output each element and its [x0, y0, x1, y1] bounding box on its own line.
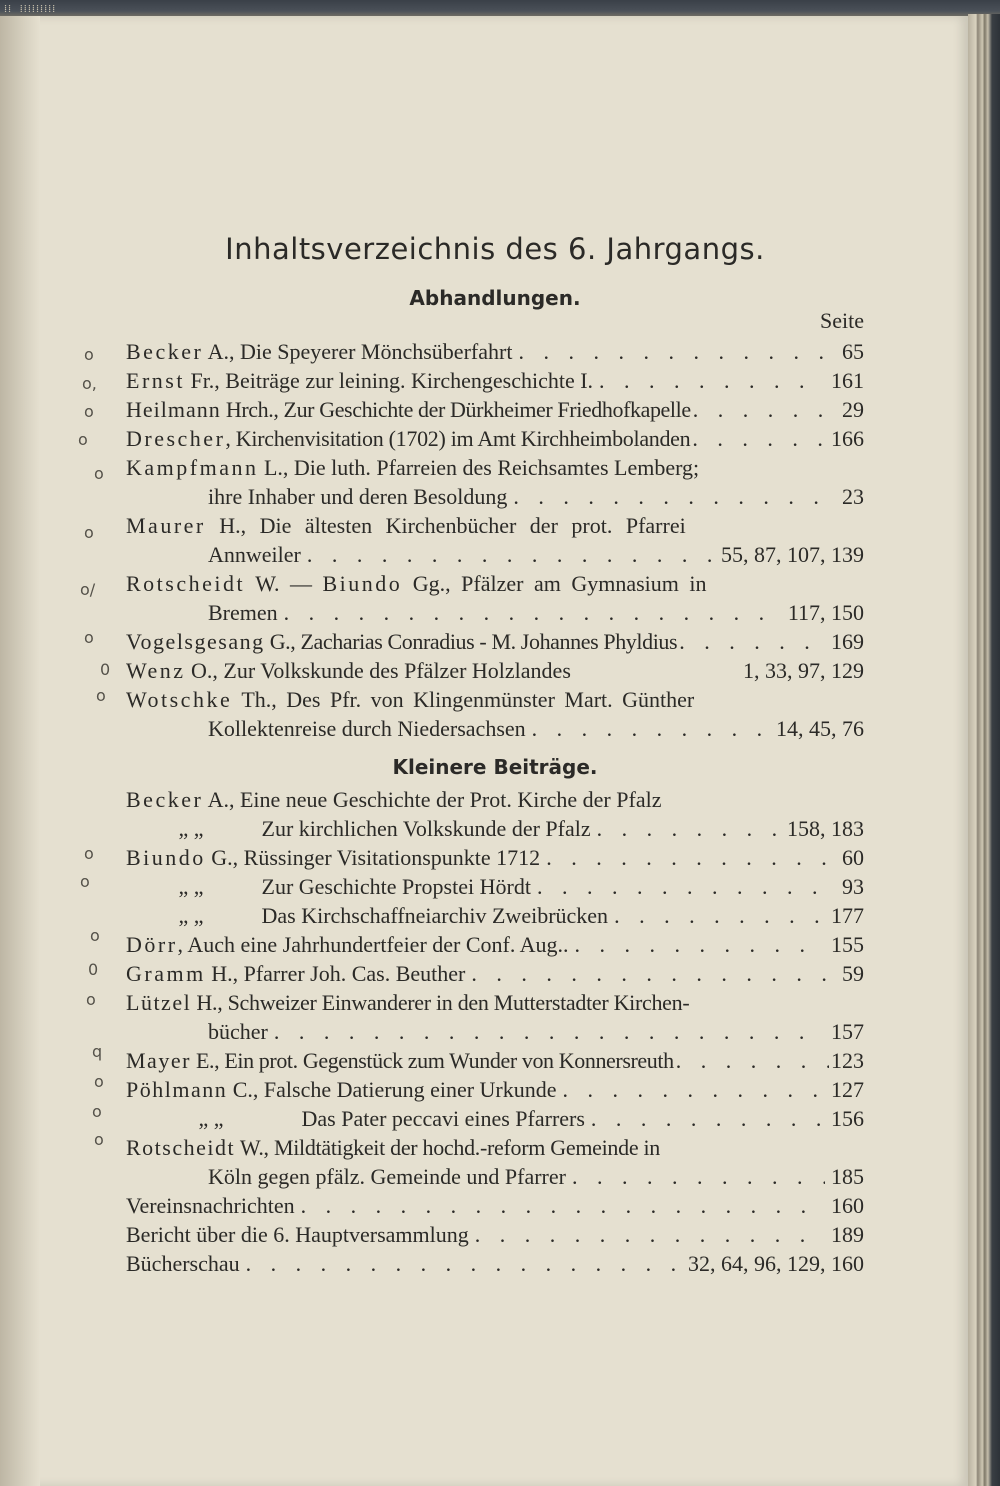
section-heading-kleinere: Kleinere Beiträge. [392, 755, 598, 779]
entry-author: Becker [126, 787, 204, 812]
toc-entry [126, 1048, 864, 1077]
entry-author: Becker [126, 339, 204, 364]
toc-entry [126, 990, 864, 1019]
entry-author: Wotschke [126, 687, 233, 712]
entry-title: A., Die Speyerer Mönchsüberfahrt [203, 339, 513, 364]
toc-entry [126, 816, 864, 845]
leader-dots [572, 1164, 825, 1190]
entry-pages: 32, 64, 96, 129, 160 [688, 1251, 864, 1276]
entry-coauthor: Biundo [322, 571, 403, 596]
entry-title-continued: Köln gegen pfälz. Gemeinde und Pfarrer [208, 1164, 566, 1189]
entry-pages: 177 [831, 903, 864, 928]
pencil-margin-mark: o [80, 872, 90, 891]
leader-dots [597, 816, 781, 842]
leader-dots [692, 426, 829, 452]
entry-author: Maurer [126, 513, 206, 538]
toc-entry [126, 629, 864, 658]
entry-author: Gramm [126, 961, 206, 986]
entry-title: Hrch., Zur Geschichte der Dürkheimer Friedhofkapelle [220, 397, 691, 422]
leader-dots [575, 932, 825, 958]
leader-dots [676, 1048, 829, 1074]
toc-entry [126, 845, 864, 874]
toc-entry [126, 397, 864, 426]
entry-pages: 60 [842, 845, 864, 870]
pencil-margin-mark: o [94, 1072, 104, 1091]
pencil-margin-mark: o [86, 990, 96, 1009]
entry-title: O., Zur Volkskunde des Pfälzer Holzlandes [185, 658, 571, 683]
pencil-margin-mark: o [84, 402, 94, 421]
toc-entry-continuation [208, 542, 864, 571]
toc-entry [126, 368, 864, 397]
seite-column-label: Seite [820, 308, 864, 333]
entry-pages: 93 [842, 874, 864, 899]
entry-title: Gg., Pfälzer am Gymnasium in [402, 571, 707, 596]
entry-title: H., Pfarrer Joh. Cas. Beuther [205, 961, 466, 986]
entry-pages: 157 [831, 1019, 864, 1044]
entry-author: Drescher [126, 426, 226, 451]
toc-entry [126, 455, 864, 484]
entry-title: Das Pater peccavi eines Pfarrers [301, 1106, 585, 1131]
ditto-marks: „ „ [178, 816, 204, 841]
leader-dots [563, 1077, 825, 1103]
toc-entry [126, 687, 864, 716]
leader-dots [274, 1019, 825, 1045]
entry-pages: 29 [842, 397, 864, 422]
toc-entry [126, 961, 864, 990]
toc-entry [126, 932, 864, 961]
entry-pages: 127 [831, 1077, 864, 1102]
entry-title: , Kirchenvisitation (1702) im Amt Kirchheimbolanden [225, 426, 691, 451]
toc-entry [126, 1135, 864, 1164]
page-title: Inhaltsverzeichnis des 6. Jahrgangs. [225, 232, 765, 266]
entry-pages: 14, 45, 76 [776, 716, 864, 741]
entry-author: Mayer [126, 1048, 191, 1073]
toc-entry-continuation [208, 1164, 864, 1193]
entry-title: Zur Geschichte Propstei Hördt [261, 874, 531, 899]
entry-author: Biundo [126, 845, 206, 870]
toc-entry-continuation [208, 484, 864, 513]
pencil-margin-mark: o, [82, 374, 97, 393]
entry-author: Vogelsgesang [126, 629, 265, 654]
entry-pages: 169 [831, 629, 864, 654]
leader-dots [679, 629, 829, 655]
entry-title-continued: Kollektenreise durch Niedersachsen [208, 716, 526, 741]
pencil-margin-mark: o [84, 628, 94, 647]
entry-pages: 65 [842, 339, 864, 364]
top-strip-text: ⁞⁞ ⁞⁞⁞⁞⁞⁞⁞⁞⁞ [4, 2, 57, 15]
pencil-margin-mark: 0 [100, 660, 111, 679]
leader-dots [546, 845, 836, 871]
entry-pages: 189 [831, 1222, 864, 1247]
ditto-marks: „ „ [198, 1106, 224, 1131]
pencil-margin-mark: o/ [80, 580, 96, 599]
entry-title: W. — [245, 571, 323, 596]
toc-entry-continuation [208, 716, 864, 745]
entry-pages: 59 [842, 961, 864, 986]
entry-title: Zur kirchlichen Volkskunde der Pfalz [261, 816, 591, 841]
pencil-margin-mark: 0 [88, 960, 99, 979]
entry-author: Rotscheidt [126, 571, 246, 596]
entry-pages: 1, 33, 97, 129 [743, 658, 864, 683]
ditto-marks: „ „ [178, 874, 204, 899]
pencil-margin-mark: o [84, 844, 94, 863]
toc-entry [126, 339, 864, 368]
entry-pages: 158, 183 [787, 816, 864, 841]
toc-entry [126, 903, 864, 932]
pencil-margin-mark: q [92, 1042, 103, 1061]
toc-entry-continuation [208, 1019, 864, 1048]
toc-entry [126, 787, 864, 816]
entry-title: , Auch eine Jahrhundertfeier der Conf. Aug.. [177, 932, 569, 957]
toc-entry [126, 874, 864, 903]
leader-dots [532, 716, 770, 742]
entry-title: Th., Des Pfr. von Klingenmünster Mart. Günther [232, 687, 695, 712]
ditto-marks: „ „ [178, 903, 204, 928]
entry-pages: 123 [831, 1048, 864, 1073]
entry-title-continued: ihre Inhaber und deren Besoldung [208, 484, 508, 509]
leader-dots [518, 339, 836, 365]
pencil-margin-mark: o [96, 686, 106, 705]
entry-pages: 55, 87, 107, 139 [721, 542, 864, 567]
toc-entry [126, 1077, 864, 1106]
toc-entry [126, 1106, 864, 1135]
leader-dots [471, 961, 836, 987]
pencil-margin-mark: o [90, 926, 100, 945]
entry-title: C., Falsche Datierung einer Urkunde [227, 1077, 557, 1102]
pencil-margin-mark: o [84, 345, 94, 364]
toc-entry [126, 1251, 864, 1280]
entry-title: G., Zacharias Conradius - M. Johannes Phyldius [264, 629, 678, 654]
entry-author: Rotscheidt [126, 1135, 236, 1160]
entry-title: G., Rüssinger Visitationspunkte 1712 [205, 845, 541, 870]
entry-pages: 23 [842, 484, 864, 509]
entry-pages: 156 [831, 1106, 864, 1131]
entry-pages: 185 [831, 1164, 864, 1189]
entry-title: H., Schweizer Einwanderer in den Mutterstadter Kirchen- [191, 990, 690, 1015]
leader-dots [246, 1251, 682, 1277]
pencil-margin-mark: o [92, 1102, 102, 1121]
leader-dots [301, 1193, 825, 1219]
pencil-margin-mark: o [84, 523, 94, 542]
leader-dots [537, 874, 836, 900]
pencil-margin-mark: o [94, 1130, 104, 1149]
entry-author: Lützel [126, 990, 192, 1015]
leader-dots [599, 368, 825, 394]
leader-dots [475, 1222, 825, 1248]
entry-author: Kampfmann [126, 455, 259, 480]
entry-pages: 161 [831, 368, 864, 393]
entry-pages: 117, 150 [787, 600, 864, 625]
entry-author: Heilmann [126, 397, 221, 422]
entry-pages: 160 [831, 1193, 864, 1218]
entry-title: Vereinsnachrichten [126, 1193, 295, 1218]
toc-entry [126, 513, 864, 542]
toc-entry-continuation [208, 600, 864, 629]
toc-entry [126, 1222, 864, 1251]
toc-entry [126, 658, 864, 687]
entry-pages: 166 [831, 426, 864, 451]
entry-title: L., Die luth. Pfarreien des Reichsamtes Lemberg; [258, 455, 700, 480]
entry-title-continued: Bremen [208, 600, 278, 625]
entry-title: Fr., Beiträge zur leining. Kirchengeschichte I. [184, 368, 594, 393]
entry-title: E., Ein prot. Gegenstück zum Wunder von Konnersreuth [190, 1048, 674, 1073]
leader-dots [591, 1106, 825, 1132]
entry-title: W., Mildtätigkeit der hochd.-reform Gemeinde in [235, 1135, 660, 1160]
entry-title-continued: bücher [208, 1019, 268, 1044]
entry-title-continued: Annweiler [208, 542, 301, 567]
toc-entry [126, 426, 864, 455]
entry-author: Pöhlmann [126, 1077, 228, 1102]
entry-pages: 155 [831, 932, 864, 957]
leader-dots [284, 600, 782, 626]
entry-title: Bücherschau [126, 1251, 240, 1276]
entry-author: Wenz [126, 658, 186, 683]
leader-dots [513, 484, 836, 510]
leader-dots [693, 397, 840, 423]
section-heading-abhandlungen: Abhandlungen. [409, 286, 581, 310]
entry-title: H., Die ältesten Kirchenbücher der prot. Pfarrei [205, 513, 686, 538]
entry-author: Ernst [126, 368, 185, 393]
entry-title: A., Eine neue Geschichte der Prot. Kirche der Pfalz [203, 787, 662, 812]
pencil-margin-mark: o [78, 430, 88, 449]
entry-title: Bericht über die 6. Hauptversammlung [126, 1222, 469, 1247]
leader-dots [614, 903, 825, 929]
entry-author: Dörr [126, 932, 178, 957]
leader-dots [307, 542, 715, 568]
pencil-margin-mark: o [94, 464, 104, 483]
entry-title: Das Kirchschaffneiarchiv Zweibrücken [261, 903, 609, 928]
toc-entry [126, 1193, 864, 1222]
toc-entry [126, 571, 864, 600]
